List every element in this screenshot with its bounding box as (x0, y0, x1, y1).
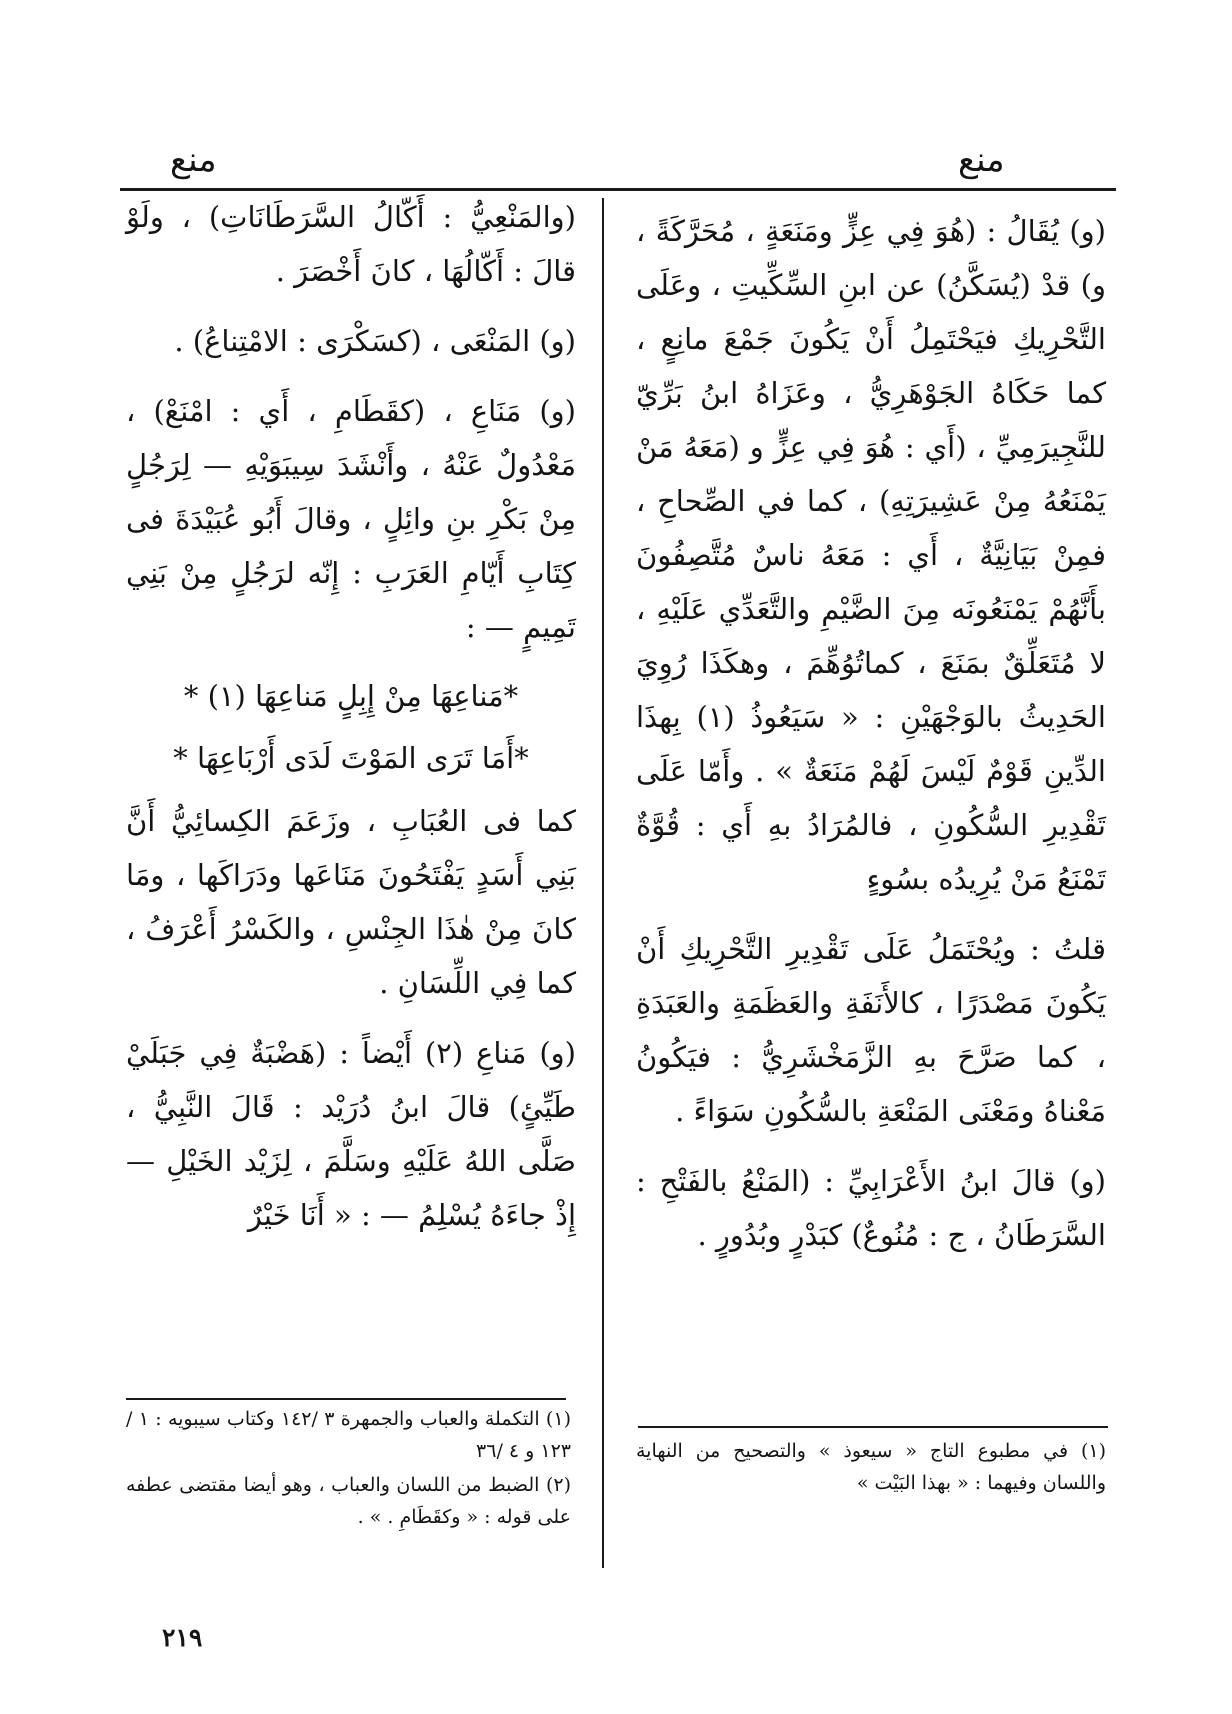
paragraph: (و) مَناعِ (٢) أَيْضاً : (هَضْبَةٌ فِي جَبَلَيْ طَيِّئٍ) قالَ ابنُ دُرَيْد : قَالَ النَّبِيُّ ، صَلَّى اللهُ عَلَيْهِ وسَلَّمَ ، لِزَيْد الخَيْلِ — إِذْ جاءَهُ يُسْلِمُ — : « أَنَا خَيْرٌ (126, 1036, 577, 1232)
paragraph: (و) مَنَاعِ ، (كقَطَامِ ، أَي : امْنَعْ) ، مَعْدُولٌ عَنْهُ ، وأَنْشَدَ سِيبَوَيْهِ — لِرَجُلٍ مِنْ بَكْرِ بنِ وائِلٍ ، وقالَ أَبُو عُبَيْدَةَ فى كِتَابِ أَيّامِ العَرَبِ : إِنّه لرَجُلٍ مِنْ بَنِي تَمِيمٍ — : (126, 394, 576, 644)
footnotes-right (636, 1435, 1106, 1501)
footnote-rule-right (638, 1426, 1108, 1428)
header-word-right: منع (958, 140, 1005, 180)
paragraph: قلتُ : ويُحْتَمَلُ عَلَى تَقْدِيرِ التَّحْرِيكِ أَنْ يَكُونَ مَصْدَرًا ، كالأَنَفَةِ والعَظَمَةِ والعَبَدَةِ ، كما صَرَّحَ بهِ الزَّمَخْشَرِيُّ : فيَكُونُ مَعْناهُ ومَعْنَى المَنْعَةِ بالسُّكُونِ سَوَاءً . (636, 932, 1106, 1128)
paragraph: (و) المَنْعَى ، (كسَكْرَى : الامْتِناعُ) . (174, 324, 576, 358)
footnotes-left (126, 1403, 571, 1535)
left-column (126, 190, 576, 1610)
footnote: (١) التكملة والعباب والجمهرة ٣ /١٤٢ وكتاب سيبويه : ١ /١٢٣ و ٤ /٣٦ (126, 1408, 571, 1462)
paragraph: (و) قالَ ابنُ الأَعْرَابِيِّ : (المَنْعُ بالفَتْحِ : السَّرَطَانُ ، ج : مُنُوعٌ) كبَدْرٍ وبُدُورٍ . (636, 1164, 1106, 1252)
paragraph: كما فى العُبَابِ ، وزَعَمَ الكِسائِيُّ أَنَّ بَنِي أَسَدٍ يَفْتَحُونَ مَنَاعَها ودَرَاكَها ، ومَا كانَ مِنْ هٰذَا الجِنْسِ ، والكَسْرُ أَعْرَفُ ، كما فِي اللِّسَانِ . (126, 804, 576, 1000)
column-divider (602, 198, 604, 1568)
paragraph: (والمَنْعِيُّ : أَكّالُ السَّرَطَانَاتِ) ، ولَوْ قالَ : أَكّالُهَا ، كانَ أَخْصَرَ . (126, 200, 576, 288)
verse-line: *مَناعِهَا مِنْ إِبِلٍ مَناعِهَا (١) * (183, 679, 519, 713)
verse-line: *أَمَا تَرَى المَوْتَ لَدَى أَرْبَاعِهَا * (173, 741, 529, 775)
header-word-left: منع (170, 140, 217, 180)
footnote-rule-left (126, 1398, 566, 1400)
footnote: (١) في مطبوع التاج « سيعوذ » والتصحيح من النهاية واللسان وفيهما : « بهذا البَيْت » (636, 1440, 1106, 1494)
page-number: ٢١٩ (162, 1623, 203, 1652)
footnote: (٢) الضبط من اللسان والعباب ، وهو أيضا مقتضى عطفه على قوله : « وكقَطَامِ . » . (126, 1474, 571, 1528)
paragraph: (و) يُقَالُ : (هُوَ فِي عِزٍّ ومَنَعَةٍ ، مُحَرَّكَةً ، و) قدْ (يُسَكَّنُ) عن ابنِ السِّكِّيتِ ، وعَلَى التَّحْرِيكِ فيَحْتَمِلُ أَنْ يَكُونَ جَمْعَ مانِعٍ ، كما حَكَاهُ الجَوْهَرِيُّ ، وعَزَاهُ ابنُ بَرِّيّ للنَّجِيرَمِيِّ ، (أَي : هُوَ فِي عِزٍّ و (مَعَهُ مَنْ يَمْنَعُهُ مِنْ عَشِيرَتِهِ) ، كما في الصِّحاحِ ، فمِنْ بَيَانِيَّةٌ ، أَي : مَعَهُ ناسٌ مُتَّصِفُونَ بأَنَّهُمْ يَمْنَعُونَه مِنَ الضَّيْمِ والتَّعَدِّي عَلَيْهِ ، لا مُتَعَلِّقٌ بمَنَعَ ، كماتُوُهِّمَ ، وهكَذَا رُوِيَ الحَدِيثُ بالوَجْهَيْنِ : « سَيَعُوذُ (١) بِهذَا الدِّينِ قَوْمٌ لَيْسَ لَهُمْ مَنَعَةٌ » . وأَمّا عَلَى تَقْدِيرِ السُّكُونِ ، فالمُرَادُ بهِ أَي : قُوَّةٌ تَمْنَعُ مَنْ يُرِيدُه بسُوءٍ (636, 214, 1106, 896)
right-column (636, 204, 1106, 1624)
